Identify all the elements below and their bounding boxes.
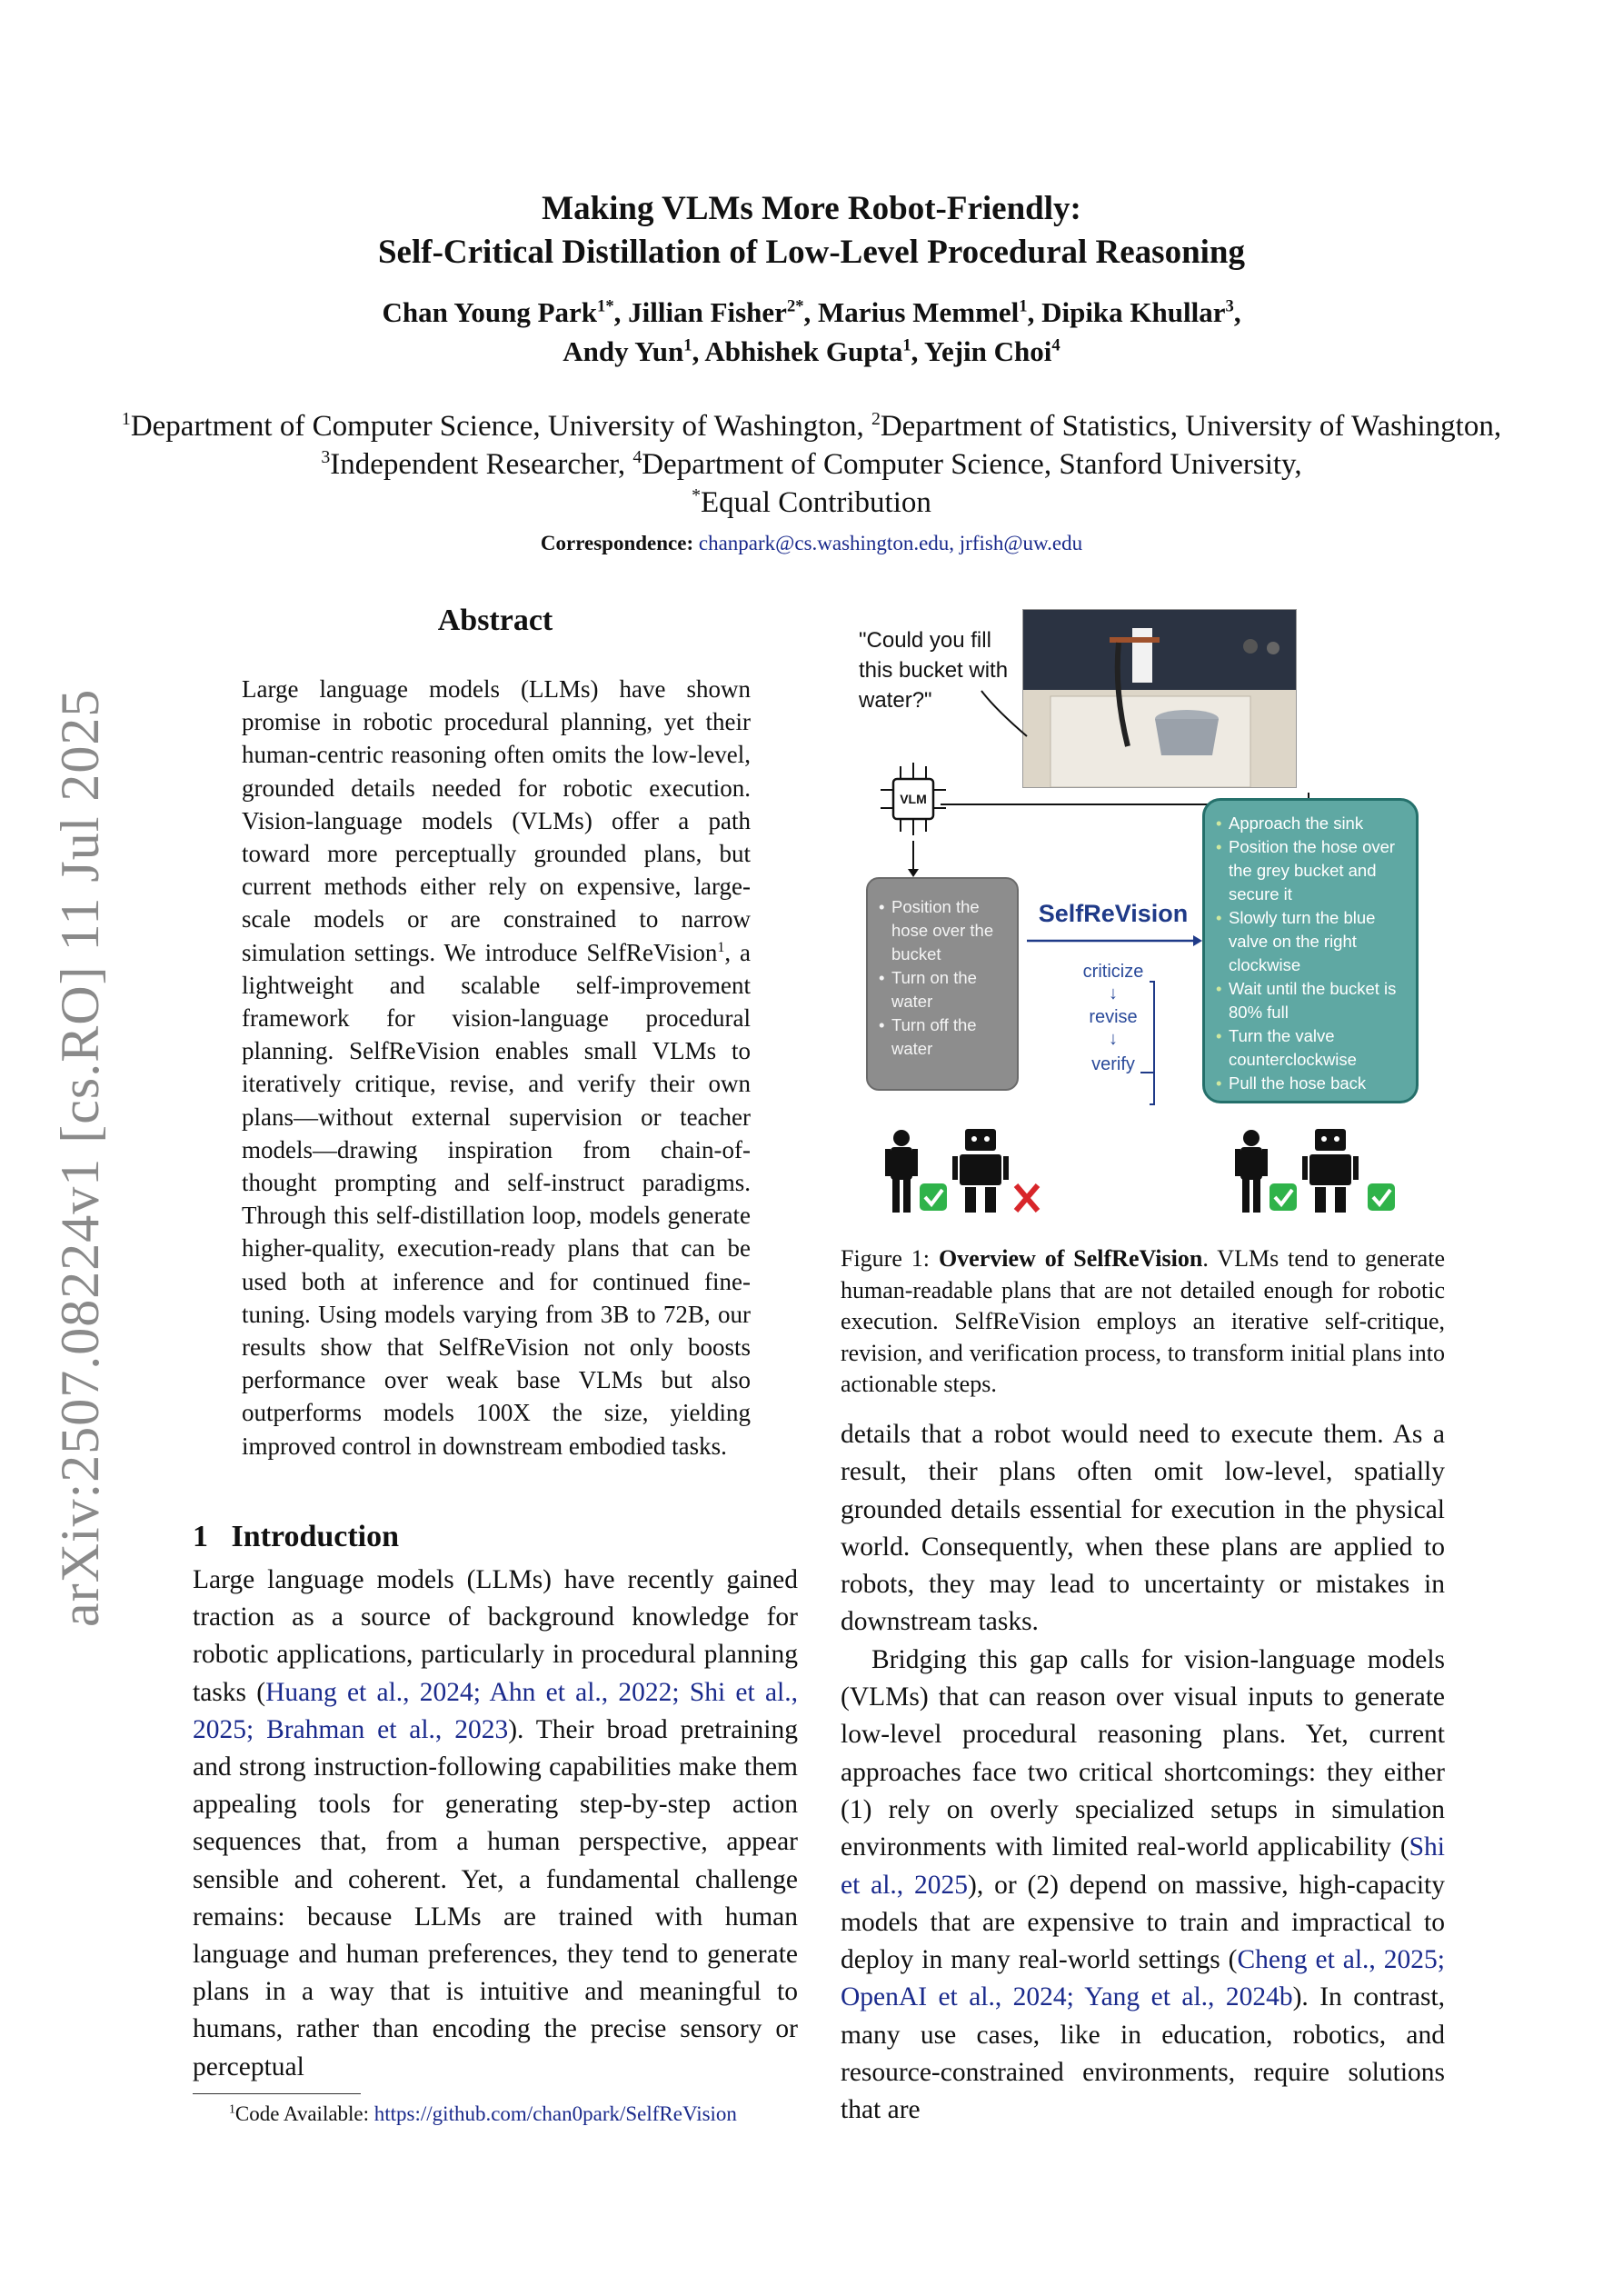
- correspondence-label: Correspondence:: [540, 532, 694, 554]
- author-list: Chan Young Park$^{1*}$, Jillian Fisher$^{2*}$, Marius Memmel$^1$, Dipika Khullar$^3$, Andy Yun$^1$, Abhishek Gupta$^1$, Yejin Choi$^4$: [382, 296, 1241, 367]
- abstract-text: , a lightweight and scalable self-improvement framework for vision-language procedural planning. SelfReVision enables small VLMs to iteratively critique, revise, and verify their own plans—without external supervision or teacher models—drawing inspiration from chain-of-thought prompting and self-instruct paradigms. Through this self-distillation loop, models generate higher-quality, execution-ready plans that can be used both at inference and for continued fine-tuning. Using models varying from 3B to 72B, our results show that SelfReVision not only boosts performance over weak base VLMs but also outperforms models 100X the size, yielding improved control in downstream embodied tasks.: [242, 938, 752, 1460]
- author-sup: 1: [902, 335, 911, 355]
- author-sup: 1: [1019, 296, 1028, 316]
- refined-plan-step: • Turn the valve counterclockwise: [1229, 1024, 1410, 1072]
- refined-plan-step: • Slowly turn the blue valve on the right clockwise: [1229, 906, 1410, 977]
- user-request-quote: "Could you fill this bucket with water?": [859, 628, 1009, 713]
- author-sup: 1*: [597, 296, 614, 316]
- figure-1-caption: [841, 1243, 1445, 1401]
- author-name: Andy Yun: [563, 335, 684, 367]
- refined-plan-step: • Approach the sink: [1229, 812, 1410, 835]
- intro-text: Large language models (LLMs) have recently gained traction as a source of background knowledge for robotic applications, particularly in procedural planning tasks (: [193, 1565, 798, 1707]
- loop-step-criticize: criticize: [1082, 962, 1144, 982]
- author-sup: 2*: [786, 296, 804, 316]
- author-sup: 4: [1051, 335, 1060, 355]
- affiliation: Department of Statistics, University of Washington,: [880, 410, 1502, 443]
- affiliation: Equal Contribution: [700, 486, 931, 519]
- affiliation: Department of Computer Science, Stanford University,: [642, 448, 1302, 481]
- selfrevision-label: SelfReVision: [1038, 900, 1189, 927]
- vlm-label: VLM: [900, 792, 927, 806]
- check-icon: [1270, 1183, 1297, 1211]
- introduction-body: [193, 1562, 798, 2086]
- affil-sup: 4: [632, 447, 642, 467]
- author-name: Marius Memmel: [818, 296, 1020, 328]
- author-name: Abhishek Gupta: [704, 335, 903, 367]
- section-title: Introduction: [231, 1520, 400, 1553]
- initial-plan-step: • Turn on the water: [891, 966, 1010, 1013]
- affil-sup: *: [692, 485, 701, 505]
- abstract-heading: Abstract: [437, 604, 553, 637]
- initial-plan-box: [866, 877, 1019, 1091]
- section-number: 1: [193, 1520, 208, 1553]
- initial-plan-step: • Position the hose over the bucket: [891, 895, 1010, 966]
- robot-icon: [952, 1129, 1009, 1213]
- cross-icon: [1016, 1185, 1038, 1211]
- paragraph: details that a robot would need to execute them. As a result, their plans often omit low-level, spatially grounded details essential for execution in the physical world. Consequently, when these plans are applied to robots, they may lead to uncertainty or mistakes in downstream tasks.: [841, 1420, 1445, 1637]
- citation-link[interactable]: Shi et al., 2025: [841, 1832, 1445, 1900]
- loop-step-revise: revise: [1089, 1007, 1138, 1027]
- caption-bold: Overview of SelfReVision: [938, 1245, 1203, 1272]
- affiliations: [0, 407, 1623, 522]
- author-sup: 3: [1225, 296, 1234, 316]
- paper-title: [0, 187, 1623, 275]
- arrow-down-icon: ↓: [1109, 1029, 1118, 1049]
- code-url-link[interactable]: https://github.com/chan0park/SelfReVision: [373, 2102, 737, 2125]
- robot-icon: [1302, 1129, 1359, 1213]
- refined-plan-step: • Pull the hose back: [1229, 1072, 1410, 1095]
- intro-text: ). Their broad pretraining and strong instruction-following capabilities make them appealing tools for generating step-by-step action sequences that, from a human perspective, appear sensible and coherent. Yet, a fundamental challenge remains: because LLMs are trained with human language and human preferences, they tend to generate plans in a way that is intuitive and meaningful to humans, rather than encoding the precise sensory or perceptual: [193, 1714, 798, 2081]
- abstract-text: Large language models (LLMs) have shown promise in robotic procedural planning, yet their human-centric reasoning often omits the low-level, grounded details needed for robotic execution. Vision-language models (VLMs) offer a path toward more perceptually grounded plans, but current methods either rely on expensive, large-scale models or are constrained to narrow simulation settings. We introduce SelfReVision: [242, 675, 751, 966]
- vlm-chip-icon: [877, 759, 950, 841]
- affiliation: Independent Researcher,: [330, 448, 626, 481]
- affil-sup: 2: [871, 409, 881, 429]
- initial-plan-step: • Turn off the water: [891, 1013, 1010, 1061]
- human-icon: [885, 1130, 918, 1213]
- author-name: Jillian Fisher: [628, 296, 787, 328]
- check-icon: [1368, 1183, 1395, 1211]
- citation-link[interactable]: Huang et al., 2024; Ahn et al., 2022; Shi et al., 2025; Brahman et al., 2023: [193, 1677, 798, 1744]
- affiliation: Department of Computer Science, University of Washington,: [130, 410, 864, 443]
- correspondence-emails[interactable]: chanpark@cs.washington.edu, jrfish@uw.edu: [698, 532, 1083, 554]
- human-icon: [1235, 1130, 1268, 1213]
- body-text: ). In contrast, many use cases, like in education, robotics, and resource-constrained environments, require solutions that are: [841, 1982, 1446, 2125]
- caption-label: Figure 1:: [841, 1245, 931, 1272]
- abstract-body: [242, 673, 751, 1462]
- footnote: [193, 2102, 829, 2126]
- title-line-1: Making VLMs More Robot-Friendly:: [542, 190, 1081, 227]
- footnote-label: Code Available:: [234, 2102, 370, 2125]
- author-sup: 1: [683, 335, 692, 355]
- refined-plan-box: [1202, 798, 1419, 1103]
- affil-sup: 3: [321, 447, 331, 467]
- correspondence: [0, 532, 1623, 555]
- author-name: Chan Young Park: [382, 296, 598, 328]
- footnote-marker[interactable]: 1: [717, 938, 725, 955]
- caption-text: . VLMs tend to generate human-readable plans that are not detailed enough for robotic execution. SelfReVision employs an iterative self-critique, revision, and verification process, to transform initial plans into actionable steps.: [841, 1245, 1445, 1397]
- footnote-rule: [193, 2093, 361, 2094]
- left-outcome-icons: [881, 1127, 1063, 1218]
- author-name: Dipika Khullar: [1041, 296, 1226, 328]
- citation-link[interactable]: Cheng et al., 2025; OpenAI et al., 2024; Yang et al., 2024b: [841, 1945, 1445, 2012]
- refined-plan-step: • Wait until the bucket is 80% full: [1229, 977, 1410, 1024]
- footnote-sup: 1: [229, 2101, 235, 2116]
- right-outcome-icons: [1231, 1127, 1413, 1218]
- body-text: ), or (2) depend on massive, high-capacity models that are expensive to train and impractical to deploy in many real-world settings (: [841, 1870, 1445, 1975]
- loop-step-verify: verify: [1091, 1054, 1135, 1074]
- author-name: Yejin Choi: [924, 335, 1052, 367]
- arrow-down-icon: ↓: [1109, 983, 1118, 1003]
- paragraph: [841, 1642, 1445, 2130]
- figure-1: [841, 600, 1459, 1227]
- title-line-2: Self-Critical Distillation of Low-Level Procedural Reasoning: [377, 234, 1245, 271]
- arxiv-sidebar-id: arXiv:2507.08224v1 [cs.RO] 11 Jul 2025: [50, 688, 110, 1627]
- right-column-body: [841, 1416, 1445, 2130]
- refined-plan-step: • Position the hose over the grey bucket and secure it: [1229, 835, 1410, 906]
- affil-sup: 1: [121, 409, 131, 429]
- check-icon: [920, 1183, 947, 1211]
- section-heading-introduction: [193, 1520, 399, 1554]
- body-text: Bridging this gap calls for vision-language models (VLMs) that can reason over visual inputs to generate low-level procedural reasoning plans. Yet, current approaches face two critical shortcomings: they either (1) rely on overly specialized setups in simulation environments with limited real-world applicability (: [841, 1644, 1445, 1862]
